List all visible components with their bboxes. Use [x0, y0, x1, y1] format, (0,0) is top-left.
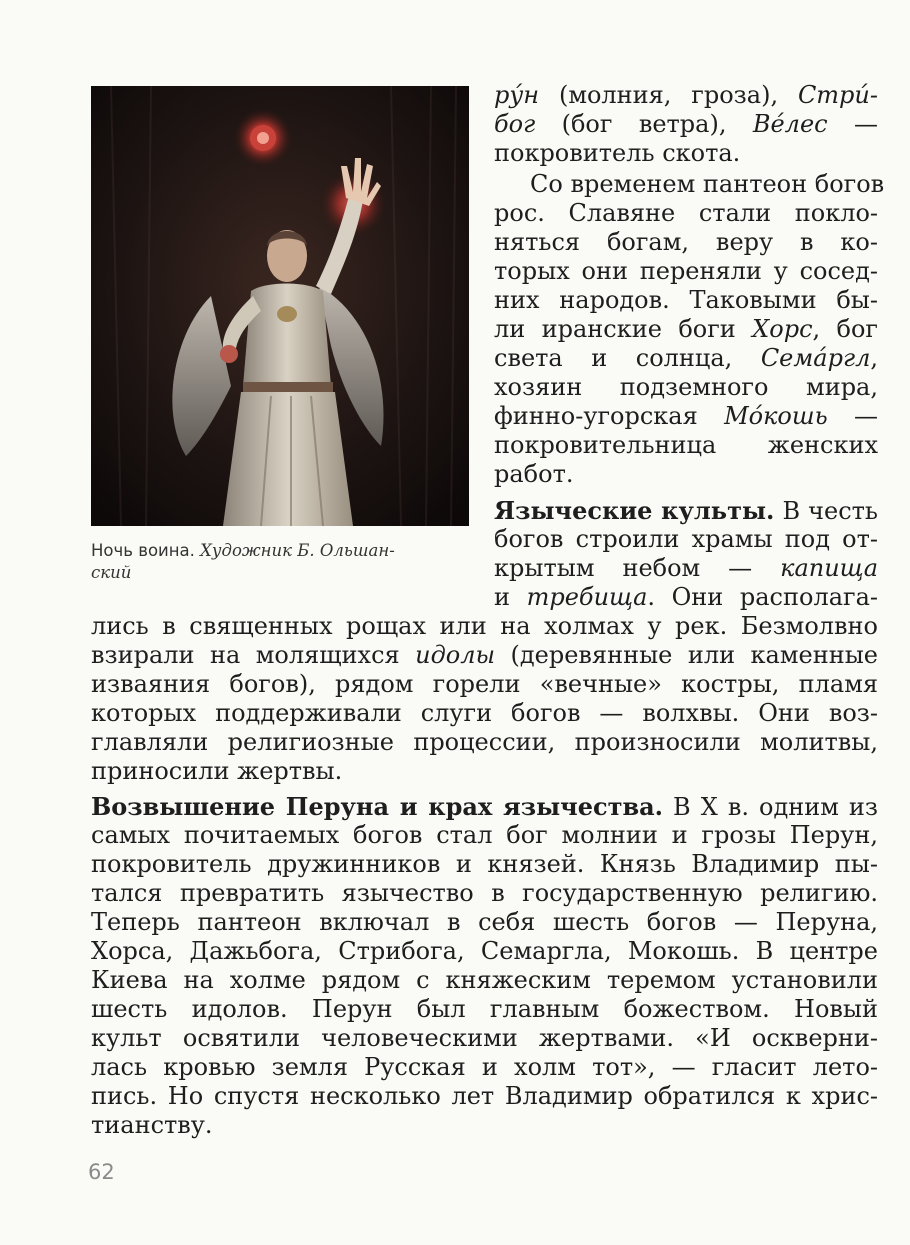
text-line: покровитель скота. [494, 139, 741, 167]
text-line: покровительница женских [494, 431, 878, 459]
text-line: тался превратить язычество в государственную религию. [91, 879, 878, 907]
text-line: няться богам, веру в ко- [494, 228, 878, 256]
text-line: Теперь пантеон включал в себя шесть богов — Перуна, [91, 908, 878, 936]
text-line: торых они переняли у сосед- [494, 257, 878, 285]
text-line: лись в священных рощах или на холмах у рек. Безмолвно [91, 612, 878, 640]
text-line: бог (бог ветра), Ве́лес — [494, 110, 878, 138]
text-line: и требища. Они располага- [494, 583, 878, 611]
text-line: лась кровью земля Русская и холм тот», — гласит лето- [91, 1053, 878, 1081]
section-heading-line: Языческие культы. В честь [494, 496, 878, 525]
caption-artist-cont: ский [91, 563, 132, 582]
text-line: изваяния богов), рядом горели «вечные» костры, пламя [91, 670, 878, 698]
text-line: приносили жертвы. [91, 757, 343, 785]
section-heading-perun: Возвышение Перуна и крах язычества. [91, 792, 664, 821]
caption-title: Ночь воина. [91, 541, 195, 560]
text-line: Киева на холме рядом с княжеским теремом установили [91, 966, 878, 994]
text-line: богов строили храмы под от- [494, 525, 878, 553]
painting-illustration [91, 86, 469, 526]
text-line: света и солнца, Сема́ргл, [494, 344, 878, 372]
warrior-painting-image [91, 86, 469, 526]
text-line: финно-угорская Мо́кошь — [494, 402, 878, 430]
text-line: ли иранские боги Хорс, бог [494, 315, 878, 343]
text-line: покровитель дружинников и князей. Князь Владимир пы- [91, 850, 878, 878]
text-line: главляли религиозные процессии, произносили молитвы, [91, 728, 878, 756]
text-line: взирали на молящихся идолы (деревянные или каменные [91, 641, 878, 669]
text-line: культ освятили человеческими жертвами. «И оскверни- [91, 1024, 878, 1052]
text-line: хозяин подземного мира, [494, 373, 878, 401]
section-heading-pagan-cults: Языческие культы. [494, 496, 775, 525]
section-heading-line: Возвышение Перуна и крах язычества. В X в. одним из [91, 792, 878, 821]
paragraph-start: Со временем пантеон богов [530, 170, 885, 198]
text-line: пись. Но спустя несколько лет Владимир обратился к хрис- [91, 1082, 878, 1110]
text-line: рос. Славяне стали покло- [494, 199, 878, 227]
page-number: 62 [88, 1160, 115, 1184]
text-line: которых поддерживали слуги богов — волхвы. Они воз- [91, 699, 878, 727]
text-line: Хорса, Дажьбога, Стрибога, Семаргла, Мокошь. В центре [91, 937, 878, 965]
figure-caption [91, 540, 471, 584]
text-line: самых почитаемых богов стал бог молнии и грозы Перун, [91, 821, 878, 849]
text-line: тианству. [91, 1111, 213, 1139]
text-line: работ. [494, 460, 574, 488]
text-line: крытым небом — капища [494, 554, 878, 582]
caption-artist: Художник Б. Ольшан- [200, 541, 395, 560]
text-line: шесть идолов. Перун был главным божеством. Новый [91, 995, 878, 1023]
text-line: ру́н (молния, гроза), Стри́- [494, 81, 878, 109]
text-line: них народов. Таковыми бы- [494, 286, 878, 314]
